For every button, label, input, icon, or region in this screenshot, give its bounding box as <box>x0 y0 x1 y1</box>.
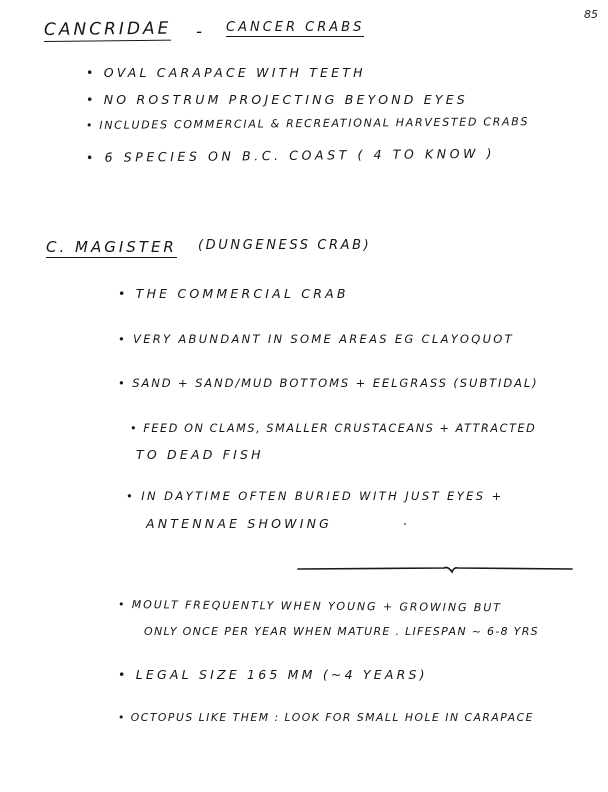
lower-bullet-1: • MOULT FREQUENTLY WHEN YOUNG + GROWING BUT <box>117 598 502 615</box>
page-number: 85 <box>584 8 598 21</box>
species-common-name: (DUNGENESS CRAB) <box>198 238 372 253</box>
species-bullet-4-cont: TO DEAD FISH <box>136 447 264 462</box>
heading-dash: - <box>196 22 206 42</box>
species-bullet-1: • THE COMMERCIAL CRAB <box>118 286 349 301</box>
species-bullet-2: • VERY ABUNDANT IN SOME AREAS EG CLAYOQUOT <box>118 332 514 346</box>
family-bullet-1: • OVAL CARAPACE WITH TEETH <box>86 65 366 80</box>
stray-mark <box>404 523 406 525</box>
family-bullet-2: • NO ROSTRUM PROJECTING BEYOND EYES <box>86 92 468 107</box>
family-bullet-4: • 6 SPECIES ON B.C. COAST ( 4 TO KNOW ) <box>85 145 496 165</box>
species-bullet-5-cont: ANTENNAE SHOWING <box>146 516 333 531</box>
lower-bullet-1-cont: ONLY ONCE PER YEAR WHEN MATURE . LIFESPAN ~ 6-8 YRS <box>144 625 539 638</box>
section-divider <box>296 563 576 577</box>
lower-bullet-2: • LEGAL SIZE 165 MM (~4 YEARS) <box>118 667 428 682</box>
species-bullet-3: • SAND + SAND/MUD BOTTOMS + EELGRASS (SUBTIDAL) <box>118 376 539 390</box>
family-heading: CANCRIDAE <box>43 18 172 40</box>
family-common-name: CANCER CRABS <box>226 20 365 35</box>
species-bullet-4: • FEED ON CLAMS, SMALLER CRUSTACEANS + ATTRACTED <box>130 422 537 435</box>
species-bullet-5: • IN DAYTIME OFTEN BURIED WITH JUST EYES + <box>126 489 504 503</box>
family-bullet-3: • INCLUDES COMMERCIAL & RECREATIONAL HARVESTED CRABS <box>85 115 530 132</box>
lower-bullet-3: • OCTOPUS LIKE THEM : LOOK FOR SMALL HOLE IN CARAPACE <box>118 711 534 724</box>
species-name: C. MAGISTER <box>46 238 177 256</box>
